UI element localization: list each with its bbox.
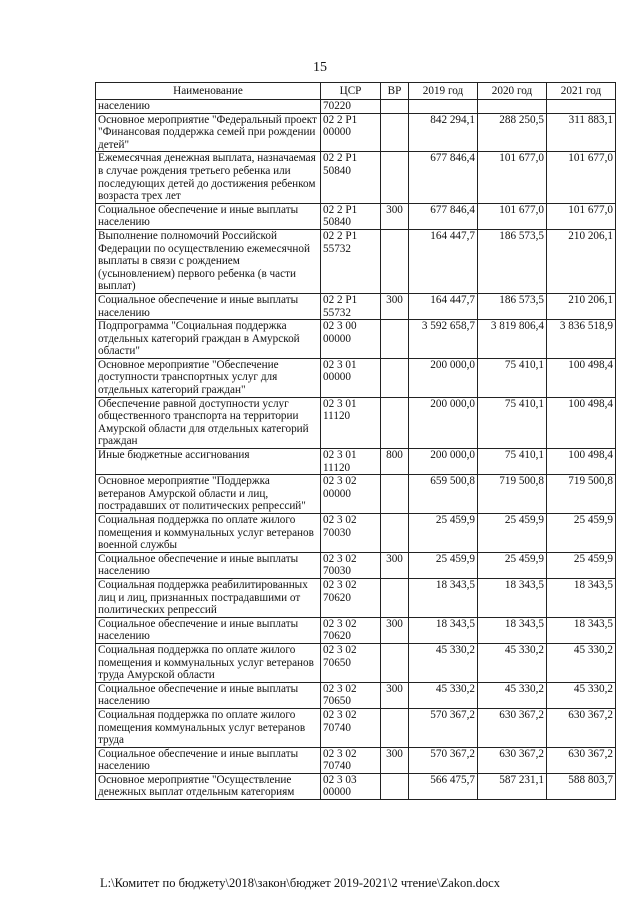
cell-2019: 677 846,4 (409, 152, 478, 203)
cell-csr: 02 2 P1 50840 (321, 203, 381, 229)
cell-name: Социальная поддержка по оплате жилого помещения коммунальных услуг ветеранов труда (96, 708, 321, 747)
cell-name: Социальная поддержка по оплате жилого помещения и коммунальных услуг ветеранов военной службы (96, 514, 321, 553)
cell-2020: 101 677,0 (478, 152, 547, 203)
table-row (96, 617, 616, 643)
cell-name: населению (96, 100, 321, 114)
header-2019: 2019 год (409, 83, 478, 100)
cell-vr: 300 (381, 682, 409, 708)
cell-2020: 45 330,2 (478, 682, 547, 708)
cell-name: Выполнение полномочий Российской Федерации по осуществлению ежемесячной выплаты в связи с рождением (усыновлением) первого ребенка (в части выплат) (96, 229, 321, 293)
cell-2019: 677 846,4 (409, 203, 478, 229)
header-2021: 2021 год (547, 83, 616, 100)
table-row (96, 397, 616, 448)
cell-2021: 101 677,0 (547, 152, 616, 203)
table-row (96, 747, 616, 773)
cell-vr: 300 (381, 293, 409, 319)
table-row (96, 358, 616, 397)
cell-csr: 02 3 02 70650 (321, 643, 381, 682)
table-row (96, 552, 616, 578)
cell-2019: 3 592 658,7 (409, 320, 478, 359)
cell-vr (381, 708, 409, 747)
cell-vr (381, 643, 409, 682)
cell-2020: 288 250,5 (478, 113, 547, 152)
cell-2020: 75 410,1 (478, 449, 547, 475)
cell-2020: 719 500,8 (478, 475, 547, 514)
cell-csr: 02 3 02 70650 (321, 682, 381, 708)
cell-2019: 566 475,7 (409, 773, 478, 799)
cell-2019: 200 000,0 (409, 397, 478, 448)
table-row (96, 320, 616, 359)
cell-csr: 02 3 01 11120 (321, 449, 381, 475)
cell-2021: 100 498,4 (547, 358, 616, 397)
cell-vr: 300 (381, 203, 409, 229)
cell-2021: 100 498,4 (547, 397, 616, 448)
header-name: Наименование (96, 83, 321, 100)
cell-vr (381, 397, 409, 448)
cell-csr: 70220 (321, 100, 381, 114)
cell-2021: 25 459,9 (547, 552, 616, 578)
cell-2020: 186 573,5 (478, 293, 547, 319)
cell-name: Социальное обеспечение и иные выплаты населению (96, 747, 321, 773)
table-row (96, 773, 616, 799)
cell-csr: 02 3 02 70740 (321, 747, 381, 773)
cell-2019: 45 330,2 (409, 643, 478, 682)
cell-name: Обеспечение равной доступности услуг общественного транспорта на территории Амурской области для отдельных категорий граждан (96, 397, 321, 448)
cell-csr: 02 3 02 70620 (321, 578, 381, 617)
cell-2021: 210 206,1 (547, 293, 616, 319)
cell-name: Иные бюджетные ассигнования (96, 449, 321, 475)
cell-vr (381, 358, 409, 397)
table-row (96, 578, 616, 617)
cell-2021: 25 459,9 (547, 514, 616, 553)
cell-name: Ежемесячная денежная выплата, назначаемая в случае рождения третьего ребенка или последующих детей до достижения ребенком возраста трех лет (96, 152, 321, 203)
cell-csr: 02 3 01 11120 (321, 397, 381, 448)
cell-name: Социальное обеспечение и иные выплаты населению (96, 552, 321, 578)
cell-2020: 18 343,5 (478, 578, 547, 617)
header-csr: ЦСР (321, 83, 381, 100)
cell-csr: 02 2 P1 50840 (321, 152, 381, 203)
cell-2019: 842 294,1 (409, 113, 478, 152)
cell-name: Социальное обеспечение и иные выплаты населению (96, 617, 321, 643)
cell-csr: 02 3 01 00000 (321, 358, 381, 397)
table-row (96, 203, 616, 229)
cell-2019: 18 343,5 (409, 578, 478, 617)
cell-2019: 25 459,9 (409, 552, 478, 578)
cell-2019: 200 000,0 (409, 358, 478, 397)
budget-table (95, 82, 616, 800)
cell-2021: 100 498,4 (547, 449, 616, 475)
cell-2019: 18 343,5 (409, 617, 478, 643)
table-row (96, 682, 616, 708)
cell-csr: 02 3 02 00000 (321, 475, 381, 514)
cell-2020: 45 330,2 (478, 643, 547, 682)
cell-csr: 02 3 02 70030 (321, 552, 381, 578)
cell-2021: 18 343,5 (547, 617, 616, 643)
table-row (96, 514, 616, 553)
cell-2021: 45 330,2 (547, 643, 616, 682)
cell-2021: 719 500,8 (547, 475, 616, 514)
cell-2021: 630 367,2 (547, 747, 616, 773)
cell-vr (381, 578, 409, 617)
cell-2020: 3 819 806,4 (478, 320, 547, 359)
cell-2020: 25 459,9 (478, 552, 547, 578)
cell-2020: 630 367,2 (478, 747, 547, 773)
cell-2021: 311 883,1 (547, 113, 616, 152)
cell-2020: 186 573,5 (478, 229, 547, 293)
table-header-row (96, 83, 616, 100)
cell-2020: 75 410,1 (478, 358, 547, 397)
cell-name: Основное мероприятие "Обеспечение доступности транспортных услуг для отдельных категорий граждан" (96, 358, 321, 397)
cell-csr: 02 2 P1 00000 (321, 113, 381, 152)
cell-vr (381, 773, 409, 799)
cell-vr: 300 (381, 552, 409, 578)
cell-2019: 164 447,7 (409, 293, 478, 319)
cell-2021: 18 343,5 (547, 578, 616, 617)
cell-name: Основное мероприятие "Осуществление денежных выплат отдельным категориям (96, 773, 321, 799)
cell-csr: 02 2 P1 55732 (321, 293, 381, 319)
cell-2021: 101 677,0 (547, 203, 616, 229)
cell-2021 (547, 100, 616, 114)
header-vr: ВР (381, 83, 409, 100)
cell-2019: 164 447,7 (409, 229, 478, 293)
cell-name: Социальное обеспечение и иные выплаты населению (96, 293, 321, 319)
cell-vr: 300 (381, 617, 409, 643)
table-row (96, 100, 616, 114)
cell-2021: 210 206,1 (547, 229, 616, 293)
cell-vr (381, 113, 409, 152)
cell-name: Социальное обеспечение и иные выплаты населению (96, 682, 321, 708)
cell-2020: 18 343,5 (478, 617, 547, 643)
table-row (96, 229, 616, 293)
page-number: 15 (313, 60, 327, 75)
cell-2019: 570 367,2 (409, 708, 478, 747)
cell-vr: 800 (381, 449, 409, 475)
cell-2021: 588 803,7 (547, 773, 616, 799)
cell-2021: 45 330,2 (547, 682, 616, 708)
cell-csr: 02 2 P1 55732 (321, 229, 381, 293)
table-row (96, 113, 616, 152)
cell-vr (381, 320, 409, 359)
cell-2020: 101 677,0 (478, 203, 547, 229)
cell-vr: 300 (381, 747, 409, 773)
cell-name: Социальное обеспечение и иные выплаты населению (96, 203, 321, 229)
cell-csr: 02 3 02 70620 (321, 617, 381, 643)
cell-2019: 200 000,0 (409, 449, 478, 475)
cell-2021: 630 367,2 (547, 708, 616, 747)
cell-name: Основное мероприятие "Поддержка ветеранов Амурской области и лиц, пострадавших от политических репрессий" (96, 475, 321, 514)
cell-2021: 3 836 518,9 (547, 320, 616, 359)
table-row (96, 708, 616, 747)
table-row (96, 643, 616, 682)
cell-2020: 587 231,1 (478, 773, 547, 799)
cell-name: Социальная поддержка реабилитированных лиц и лиц, признанных пострадавшими от политических репрессий (96, 578, 321, 617)
cell-2020: 630 367,2 (478, 708, 547, 747)
cell-csr: 02 3 02 70740 (321, 708, 381, 747)
cell-name: Основное мероприятие "Федеральный проект "Финансовая поддержка семей при рождении детей" (96, 113, 321, 152)
cell-vr (381, 514, 409, 553)
file-path-footer: L:\Комитет по бюджету\2018\закон\бюджет 2019-2021\2 чтение\Zakon.docx (100, 876, 500, 890)
cell-vr (381, 229, 409, 293)
cell-csr: 02 3 00 00000 (321, 320, 381, 359)
table-row (96, 152, 616, 203)
cell-csr: 02 3 02 70030 (321, 514, 381, 553)
cell-name: Социальная поддержка по оплате жилого помещения и коммунальных услуг ветеранов труда Амурской области (96, 643, 321, 682)
cell-vr (381, 152, 409, 203)
table-row (96, 449, 616, 475)
table-row (96, 475, 616, 514)
cell-2019: 25 459,9 (409, 514, 478, 553)
header-2020: 2020 год (478, 83, 547, 100)
cell-2020: 25 459,9 (478, 514, 547, 553)
cell-name: Подпрограмма "Социальная поддержка отдельных категорий граждан в Амурской области" (96, 320, 321, 359)
cell-csr: 02 3 03 00000 (321, 773, 381, 799)
table-body (96, 100, 616, 800)
table-row (96, 293, 616, 319)
cell-2019: 570 367,2 (409, 747, 478, 773)
cell-2020 (478, 100, 547, 114)
cell-2019: 45 330,2 (409, 682, 478, 708)
cell-2019 (409, 100, 478, 114)
cell-2020: 75 410,1 (478, 397, 547, 448)
cell-2019: 659 500,8 (409, 475, 478, 514)
cell-vr (381, 475, 409, 514)
cell-vr (381, 100, 409, 114)
